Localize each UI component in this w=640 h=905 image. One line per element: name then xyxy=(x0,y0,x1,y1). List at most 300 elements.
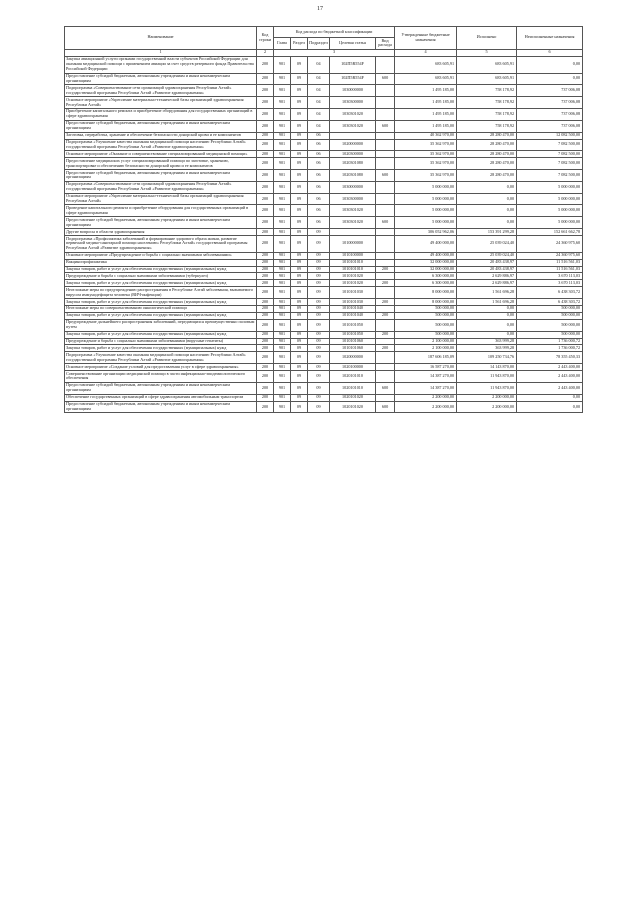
row-approved: 16 587 270,00 xyxy=(395,364,457,371)
row-executed: 25 039 024,40 xyxy=(457,236,517,253)
row-target-item: 1010101050 xyxy=(330,331,376,338)
row-target-item xyxy=(330,132,376,139)
row-code: 200 xyxy=(257,229,274,236)
row-code: 200 xyxy=(257,56,274,73)
row-unexecuted: 3 670 113,03 xyxy=(517,280,583,287)
row-name: Основное мероприятие «Укрепление материально-технической базы организаций здравоохранения Республики Алтай» xyxy=(65,193,257,205)
row-code: 200 xyxy=(257,299,274,306)
row-subsection: 09 xyxy=(308,364,330,371)
header-approved: Утвержденные бюджетные назначения xyxy=(395,27,457,50)
table-row xyxy=(65,273,583,280)
row-expense-type xyxy=(376,56,395,73)
row-executed: 2 629 886,97 xyxy=(457,280,517,287)
row-target-item: 1020101010 xyxy=(330,382,376,394)
row-target-item: 1010100000 xyxy=(330,252,376,259)
row-target-item: 1020300000 xyxy=(330,151,376,158)
row-unexecuted: 11 516 561,03 xyxy=(517,259,583,266)
table-row xyxy=(65,205,583,217)
row-code: 200 xyxy=(257,181,274,193)
row-approved: 35 362 970,00 xyxy=(395,170,457,182)
row-subsection: 04 xyxy=(308,108,330,120)
row-executed: 153 391 299,28 xyxy=(457,229,517,236)
row-executed: 28 280 470,00 xyxy=(457,151,517,158)
row-chapter: 901 xyxy=(274,151,291,158)
row-subsection: 09 xyxy=(308,305,330,312)
row-section: 09 xyxy=(291,108,308,120)
row-expense-type xyxy=(376,205,395,217)
row-code: 200 xyxy=(257,132,274,139)
row-section: 09 xyxy=(291,139,308,151)
row-expense-type: 200 xyxy=(376,299,395,306)
row-executed: 28 280 470,00 xyxy=(457,158,517,170)
row-section: 09 xyxy=(291,352,308,364)
row-approved: 500 000,00 xyxy=(395,331,457,338)
row-approved: 5 000 000,00 xyxy=(395,205,457,217)
row-approved: 5 000 000,00 xyxy=(395,217,457,229)
row-target-item: 1020100000 xyxy=(330,364,376,371)
row-unexecuted: 24 360 975,60 xyxy=(517,236,583,253)
row-name: Предупреждение и борьба с социально значимыми заболеваниями (вирусные гепатиты) xyxy=(65,338,257,345)
row-subsection: 09 xyxy=(308,236,330,253)
row-chapter: 901 xyxy=(274,287,291,299)
row-expense-type: 600 xyxy=(376,401,395,413)
row-expense-type: 200 xyxy=(376,266,395,273)
row-executed: 0,00 xyxy=(457,319,517,331)
row-expense-type: 200 xyxy=(376,345,395,352)
row-name: Закупка товаров, работ и услуг для обеспечения государственных (муниципальных) нужд xyxy=(65,331,257,338)
row-approved: 2 100 000,00 xyxy=(395,345,457,352)
row-expense-type xyxy=(376,273,395,280)
row-executed: 683 605,91 xyxy=(457,73,517,85)
row-expense-type xyxy=(376,85,395,97)
row-chapter: 901 xyxy=(274,85,291,97)
row-section: 09 xyxy=(291,305,308,312)
row-chapter: 901 xyxy=(274,73,291,85)
row-chapter: 901 xyxy=(274,205,291,217)
row-target-item: 1020000000 xyxy=(330,139,376,151)
row-chapter: 901 xyxy=(274,401,291,413)
row-code: 200 xyxy=(257,364,274,371)
row-name: Основное мероприятие «Предупреждение и борьба с социально значимыми заболеваниями» xyxy=(65,252,257,259)
row-name: Подпрограмма «Улучшение качества оказания медицинской помощи населению Республики Алтай» государственной программы Республики Алтай «Развитие здравоохранения» xyxy=(65,352,257,364)
row-section: 09 xyxy=(291,120,308,132)
row-approved: 187 606 185,09 xyxy=(395,352,457,364)
row-approved: 32 000 000,00 xyxy=(395,266,457,273)
row-name: Подпрограмма «Совершенствование сети организаций здравоохранения Республики Алтай» государственной программы Республики Алтай «Развитие здравоохранения» xyxy=(65,181,257,193)
row-subsection: 09 xyxy=(308,345,330,352)
row-subsection: 04 xyxy=(308,73,330,85)
row-chapter: 901 xyxy=(274,382,291,394)
row-approved: 2 200 000,00 xyxy=(395,401,457,413)
row-expense-type xyxy=(376,139,395,151)
row-section: 09 xyxy=(291,364,308,371)
row-unexecuted: 3 670 113,03 xyxy=(517,273,583,280)
row-approved: 35 362 970,00 xyxy=(395,139,457,151)
row-name: Неотложные меры по совершенствованию онкологической помощи xyxy=(65,305,257,312)
row-subsection: 09 xyxy=(308,259,330,266)
table-row xyxy=(65,312,583,319)
row-target-item: 1010101020 xyxy=(330,280,376,287)
row-subsection: 09 xyxy=(308,280,330,287)
row-expense-type xyxy=(376,132,395,139)
row-target-item: 1010000000 xyxy=(330,236,376,253)
row-chapter: 901 xyxy=(274,312,291,319)
table-row xyxy=(65,305,583,312)
row-code: 200 xyxy=(257,85,274,97)
row-executed: 20 483 438,97 xyxy=(457,266,517,273)
row-chapter: 901 xyxy=(274,229,291,236)
row-code: 200 xyxy=(257,73,274,85)
row-chapter: 901 xyxy=(274,305,291,312)
row-name: Закупка товаров, работ и услуг для обеспечения государственных (муниципальных) нужд xyxy=(65,299,257,306)
row-name: Проведение капитального ремонта и приобретение оборудования для государственных организаций в сфере здравоохранения xyxy=(65,205,257,217)
row-executed: 758 178,92 xyxy=(457,120,517,132)
row-subsection: 06 xyxy=(308,132,330,139)
row-subsection: 09 xyxy=(308,331,330,338)
row-executed: 2 629 886,97 xyxy=(457,273,517,280)
row-name: Предоставление субсидий бюджетным, автономным учреждениям и иным некоммерческим организациям xyxy=(65,382,257,394)
header-executed: Исполнено xyxy=(457,27,517,50)
table-row xyxy=(65,236,583,253)
row-expense-type xyxy=(376,181,395,193)
table-row xyxy=(65,73,583,85)
table-row xyxy=(65,394,583,401)
row-executed: 0,00 xyxy=(457,193,517,205)
row-chapter: 901 xyxy=(274,132,291,139)
row-target-item: 102П5R554F xyxy=(330,73,376,85)
row-code: 200 xyxy=(257,193,274,205)
budget-execution-table xyxy=(64,26,583,413)
row-executed: 0,00 xyxy=(457,331,517,338)
row-unexecuted: 2 443 400,00 xyxy=(517,371,583,383)
row-approved: 683 605,91 xyxy=(395,73,457,85)
row-chapter: 901 xyxy=(274,259,291,266)
row-name: Подпрограмма «Улучшение качества оказания медицинской помощи населению Республики Алтай» государственной программы Республики Алтай «Развитие здравоохранения» xyxy=(65,139,257,151)
row-approved: 8 000 000,00 xyxy=(395,287,457,299)
row-name: Закупка товаров, работ и услуг для обеспечения государственных (муниципальных) нужд xyxy=(65,266,257,273)
row-chapter: 901 xyxy=(274,56,291,73)
row-approved: 35 362 970,00 xyxy=(395,151,457,158)
row-expense-type: 600 xyxy=(376,120,395,132)
table-row xyxy=(65,319,583,331)
row-code: 200 xyxy=(257,371,274,383)
row-subsection: 06 xyxy=(308,181,330,193)
row-subsection: 09 xyxy=(308,352,330,364)
row-unexecuted: 737 006,08 xyxy=(517,120,583,132)
table-row xyxy=(65,120,583,132)
row-section: 09 xyxy=(291,158,308,170)
row-name: Приобретение капитального ремонта и приобретение оборудования для государственных организаций в сфере здравоохранения xyxy=(65,108,257,120)
table-row xyxy=(65,364,583,371)
row-target-item: 1020101010 xyxy=(330,371,376,383)
row-section: 09 xyxy=(291,338,308,345)
row-target-item: 1030300000 xyxy=(330,97,376,109)
row-subsection: 06 xyxy=(308,170,330,182)
row-unexecuted: 0,00 xyxy=(517,56,583,73)
col-number: 2 xyxy=(257,49,274,56)
row-executed: 758 178,92 xyxy=(457,85,517,97)
row-approved: 14 387 270,00 xyxy=(395,382,457,394)
row-expense-type xyxy=(376,352,395,364)
row-approved: 2 200 000,00 xyxy=(395,394,457,401)
table-row xyxy=(65,371,583,383)
row-target-item: 1010101040 xyxy=(330,305,376,312)
row-code: 200 xyxy=(257,352,274,364)
row-unexecuted: 0,00 xyxy=(517,394,583,401)
row-approved: 1 495 185,00 xyxy=(395,108,457,120)
row-section: 09 xyxy=(291,193,308,205)
row-target-item: 1030301020 xyxy=(330,108,376,120)
row-section: 09 xyxy=(291,394,308,401)
row-unexecuted: 7 082 500,00 xyxy=(517,139,583,151)
row-unexecuted: 2 443 400,00 xyxy=(517,382,583,394)
row-chapter: 901 xyxy=(274,299,291,306)
table-row xyxy=(65,266,583,273)
row-section: 09 xyxy=(291,280,308,287)
row-target-item: 1030301020 xyxy=(330,120,376,132)
table-row xyxy=(65,259,583,266)
row-expense-type xyxy=(376,236,395,253)
row-subsection: 06 xyxy=(308,139,330,151)
row-executed: 14 143 870,00 xyxy=(457,364,517,371)
header-subsection: Подраздел xyxy=(308,38,330,50)
row-unexecuted: 500 000,00 xyxy=(517,305,583,312)
row-name: Предоставление субсидий бюджетным, автономным учреждениям и иным некоммерческим организациям xyxy=(65,170,257,182)
row-name: Заготовка, переработка, хранение и обеспечение безопасности донорской крови и ее компонентов xyxy=(65,132,257,139)
row-name: Основное мероприятие «Укрепление материально-технической базы организаций здравоохранения Республики Алтай» xyxy=(65,97,257,109)
row-code: 200 xyxy=(257,319,274,331)
table-row xyxy=(65,139,583,151)
row-approved: 40 362 970,00 xyxy=(395,132,457,139)
row-unexecuted: 5 000 000,00 xyxy=(517,217,583,229)
row-unexecuted: 0,00 xyxy=(517,401,583,413)
col-number: 5 xyxy=(457,49,517,56)
row-code: 200 xyxy=(257,151,274,158)
row-section: 09 xyxy=(291,401,308,413)
row-expense-type: 600 xyxy=(376,217,395,229)
row-approved: 6 300 000,00 xyxy=(395,280,457,287)
row-target-item: 1020000000 xyxy=(330,352,376,364)
row-executed: 20 483 438,97 xyxy=(457,259,517,266)
row-name: Закупка товаров, работ и услуг для обеспечения государственных (муниципальных) нужд xyxy=(65,312,257,319)
row-target-item: 102П5R554F xyxy=(330,56,376,73)
row-code: 200 xyxy=(257,252,274,259)
row-code: 200 xyxy=(257,312,274,319)
row-subsection: 09 xyxy=(308,319,330,331)
row-code: 200 xyxy=(257,401,274,413)
table-row xyxy=(65,158,583,170)
row-expense-type xyxy=(376,371,395,383)
row-section: 09 xyxy=(291,236,308,253)
row-executed: 1 561 696,28 xyxy=(457,287,517,299)
row-target-item: 1010101030 xyxy=(330,287,376,299)
row-section: 09 xyxy=(291,273,308,280)
row-section: 09 xyxy=(291,259,308,266)
row-name: Подпрограмма «Совершенствование сети организаций здравоохранения Республики Алтай» государственной программы Республики Алтай «Развитие здравоохранения» xyxy=(65,85,257,97)
row-section: 09 xyxy=(291,73,308,85)
row-target-item: 1010101010 xyxy=(330,266,376,273)
row-unexecuted: 0,00 xyxy=(517,73,583,85)
table-row xyxy=(65,193,583,205)
row-unexecuted: 2 443 400,00 xyxy=(517,364,583,371)
col-number: 6 xyxy=(517,49,583,56)
table-row xyxy=(65,299,583,306)
row-subsection: 06 xyxy=(308,217,330,229)
row-executed: 0,00 xyxy=(457,217,517,229)
row-chapter: 901 xyxy=(274,345,291,352)
row-section: 09 xyxy=(291,371,308,383)
table-row xyxy=(65,229,583,236)
row-executed: 28 280 470,00 xyxy=(457,170,517,182)
row-code: 200 xyxy=(257,205,274,217)
table-row xyxy=(65,181,583,193)
row-target-item: 1030301020 xyxy=(330,205,376,217)
row-chapter: 901 xyxy=(274,394,291,401)
row-expense-type: 600 xyxy=(376,382,395,394)
table-row xyxy=(65,85,583,97)
row-name: Основное мероприятие «Оказание и совершенствование специализированной медицинской помощи» xyxy=(65,151,257,158)
row-expense-type xyxy=(376,319,395,331)
row-approved: 306 052 962,06 xyxy=(395,229,457,236)
row-code: 200 xyxy=(257,217,274,229)
row-approved: 49 400 000,00 xyxy=(395,236,457,253)
row-chapter: 901 xyxy=(274,352,291,364)
row-section: 09 xyxy=(291,205,308,217)
row-unexecuted: 6 438 303,72 xyxy=(517,287,583,299)
row-executed: 363 999,28 xyxy=(457,338,517,345)
row-executed: 2 200 000,00 xyxy=(457,401,517,413)
row-name: Подпрограмма «Профилактика заболеваний и формирование здорового образа жизни, развитие первичной медико-санитарной помощи населению» Республики Алтай» государственной программы Республики Алтай «Развитие здравоохранения» xyxy=(65,236,257,253)
row-unexecuted: 1 736 000,72 xyxy=(517,338,583,345)
row-name: Предоставление субсидий бюджетным, автономным учреждениям и иным некоммерческим организациям xyxy=(65,401,257,413)
row-name: Вакцинопрофилактика xyxy=(65,259,257,266)
row-approved: 683 605,91 xyxy=(395,56,457,73)
row-name: Совершенствование организации медицинской помощи в части инфекционно-эпидемиологического обеспечения xyxy=(65,371,257,383)
row-unexecuted: 5 000 000,00 xyxy=(517,181,583,193)
row-section: 09 xyxy=(291,56,308,73)
row-target-item: 1010101060 xyxy=(330,345,376,352)
row-subsection: 06 xyxy=(308,193,330,205)
row-expense-type xyxy=(376,364,395,371)
row-chapter: 901 xyxy=(274,371,291,383)
row-approved: 1 495 185,00 xyxy=(395,85,457,97)
row-name: Предоставление субсидий бюджетным, автономным учреждениям и иным некоммерческим организациям xyxy=(65,120,257,132)
row-section: 09 xyxy=(291,181,308,193)
row-expense-type: 200 xyxy=(376,312,395,319)
table-row xyxy=(65,217,583,229)
row-subsection: 09 xyxy=(308,371,330,383)
row-subsection: 09 xyxy=(308,312,330,319)
row-approved: 500 000,00 xyxy=(395,319,457,331)
row-name: Предупреждение и борьба с социально значимыми заболеваниями (туберкулез) xyxy=(65,273,257,280)
row-unexecuted: 5 000 000,00 xyxy=(517,205,583,217)
row-executed: 683 605,91 xyxy=(457,56,517,73)
row-code: 200 xyxy=(257,170,274,182)
table-row xyxy=(65,97,583,109)
row-subsection: 09 xyxy=(308,338,330,345)
row-name: Предоставление субсидий бюджетным, автономным учреждениям и иным некоммерческим организациям xyxy=(65,73,257,85)
row-executed: 363 999,28 xyxy=(457,345,517,352)
table-row xyxy=(65,132,583,139)
row-code: 200 xyxy=(257,259,274,266)
header-chapter: Глава xyxy=(274,38,291,50)
row-executed: 11 943 870,00 xyxy=(457,382,517,394)
row-name: Закупка товаров, работ и услуг для обеспечения государственных (муниципальных) нужд xyxy=(65,345,257,352)
row-chapter: 901 xyxy=(274,108,291,120)
table-row xyxy=(65,287,583,299)
row-approved: 6 300 000,00 xyxy=(395,273,457,280)
row-code: 200 xyxy=(257,139,274,151)
header-target-item: Целевая статья xyxy=(330,38,376,50)
row-subsection: 09 xyxy=(308,401,330,413)
row-approved: 14 387 270,00 xyxy=(395,371,457,383)
row-executed: 1 561 696,28 xyxy=(457,299,517,306)
row-code: 200 xyxy=(257,305,274,312)
row-code: 200 xyxy=(257,108,274,120)
row-section: 09 xyxy=(291,331,308,338)
row-executed: 28 280 470,00 xyxy=(457,132,517,139)
table-row xyxy=(65,170,583,182)
row-name: Неотложные меры по предупреждению распространения в Республике Алтай заболевания, вызываемого вирусом иммунодефицита человека (ВИЧ-инфекции) xyxy=(65,287,257,299)
row-unexecuted: 6 438 303,72 xyxy=(517,299,583,306)
col-number: 3 xyxy=(274,49,395,56)
row-section: 09 xyxy=(291,312,308,319)
row-approved: 5 000 000,00 xyxy=(395,193,457,205)
row-expense-type xyxy=(376,108,395,120)
row-name: Закупка авиационной услуги органами государственной власти субъектов Российской Федерации для оказания медицинской помощи с применением авиации за счет средств резервного фонда Правительства Российской Федерации xyxy=(65,56,257,73)
row-subsection: 09 xyxy=(308,394,330,401)
row-name: Предоставление медицинских услуг специализированной помощи по заготовке, хранению, транспортировке и обеспечению безопасности донорской крови и ее компонентов xyxy=(65,158,257,170)
header-unexecuted: Неисполненные назначения xyxy=(517,27,583,50)
row-expense-type xyxy=(376,229,395,236)
row-executed: 758 178,92 xyxy=(457,97,517,109)
row-target-item: 1010101020 xyxy=(330,273,376,280)
row-approved: 35 362 970,00 xyxy=(395,158,457,170)
row-executed: 0,00 xyxy=(457,181,517,193)
row-target-item: 1010101050 xyxy=(330,319,376,331)
row-section: 09 xyxy=(291,151,308,158)
row-unexecuted: 7 082 500,00 xyxy=(517,151,583,158)
row-code: 200 xyxy=(257,280,274,287)
row-chapter: 901 xyxy=(274,273,291,280)
row-section: 09 xyxy=(291,382,308,394)
row-executed: 28 280 470,00 xyxy=(457,139,517,151)
row-chapter: 901 xyxy=(274,158,291,170)
row-code: 200 xyxy=(257,120,274,132)
row-expense-type xyxy=(376,305,395,312)
row-target-item: 1030301020 xyxy=(330,217,376,229)
row-target-item: 1010101010 xyxy=(330,259,376,266)
row-section: 09 xyxy=(291,97,308,109)
row-code: 200 xyxy=(257,287,274,299)
row-unexecuted: 11 516 561,03 xyxy=(517,266,583,273)
row-unexecuted: 78 355 450,33 xyxy=(517,352,583,364)
row-subsection: 09 xyxy=(308,273,330,280)
row-approved: 2 100 000,00 xyxy=(395,338,457,345)
row-subsection: 09 xyxy=(308,266,330,273)
row-unexecuted: 5 000 000,00 xyxy=(517,193,583,205)
row-chapter: 901 xyxy=(274,236,291,253)
row-expense-type xyxy=(376,151,395,158)
header-name: Наименование xyxy=(65,27,257,50)
row-section: 09 xyxy=(291,252,308,259)
row-expense-type xyxy=(376,97,395,109)
row-section: 09 xyxy=(291,299,308,306)
row-subsection: 09 xyxy=(308,299,330,306)
row-target-item: 1030000000 xyxy=(330,85,376,97)
row-executed: 0,00 xyxy=(457,205,517,217)
row-section: 09 xyxy=(291,287,308,299)
